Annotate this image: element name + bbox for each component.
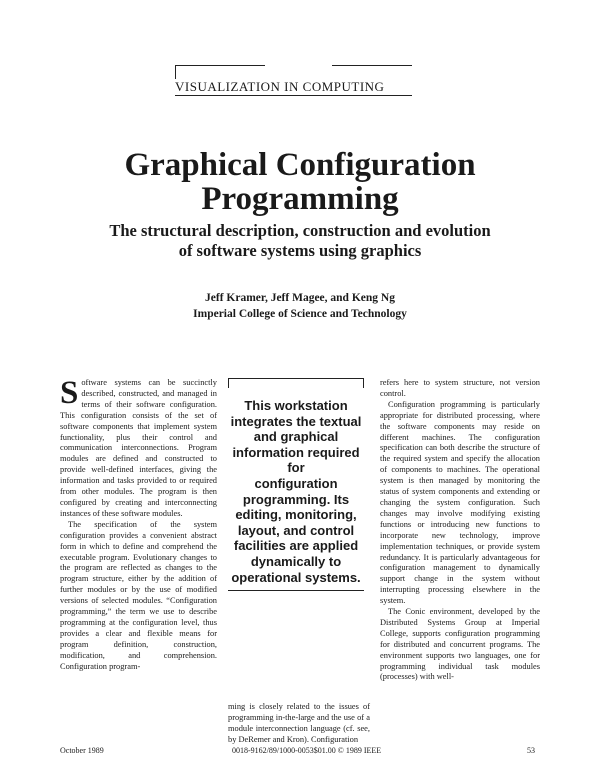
paragraph: The Conic environment, developed by the Distributed Systems Group at Imperial College, supports configuration programming for distributed and concurrent programs. The environment supports two languages, one for programming individual task modules (processes) with well- <box>380 607 540 682</box>
header-rule-vertical <box>175 65 176 79</box>
pullquote-rule-top <box>228 378 364 379</box>
authors: Jeff Kramer, Jeff Magee, and Keng Ng <box>205 292 395 304</box>
paragraph: Configuration programming is particularly appropriate for distributed processing, where the software components may reside on different machines. The configuration specification can both describe the structure of the required system and specify the allocation of components to machines. The operational system is then managed by monitoring the status of system components and extending or changing the system configuration. Such changes may involve modifying existing functions or introducing new functions to incorporate new technology, improve implementation techniques, or provide system redundancy. It is particularly advantageous for configuration management to dynamically support change in the system without interrupting processing elsewhere in the system. <box>380 399 540 606</box>
pullquote-rule-bottom <box>228 590 364 591</box>
title-line-2: Programming <box>201 181 399 217</box>
footer-code: 0018-9162/89/1000-0053$01.00 © 1989 IEEE <box>232 746 382 755</box>
subtitle-line-2: of software systems using graphics <box>178 241 422 260</box>
body-column-2 <box>228 702 370 744</box>
section-title: VISUALIZATION IN COMPUTING <box>175 79 385 94</box>
header-rule-top-right <box>332 65 412 66</box>
pullquote-rule-left <box>228 378 229 388</box>
pullquote-rule-right <box>363 378 364 388</box>
title-line-1: Graphical Configuration <box>124 147 476 183</box>
subtitle-line-1: The structural description, construction and evolution <box>109 221 491 240</box>
article-subtitle <box>60 221 540 261</box>
drop-cap: S <box>60 375 79 411</box>
header-rule-bottom <box>175 95 412 96</box>
paragraph: Software systems can be succinctly described, constructed, and managed in terms of their software configuration. This configuration consists of the set of software components that implement system functionality, plus their control and communication interconnections. Program modules are defined and constructed to provide well-defined interfaces, giving the information and tasks provided to or required from other modules. The program is then configured by creating and interconnecting instances of these software modules. <box>60 375 217 518</box>
paragraph: The specification of the system configuration provides a convenient abstract form in which to define and comprehend the executable program. Evolutionary changes to the program are reflected as changes to the program structure, either by the addition of further modules or by the use of modified versions of selected modules. “Configuration programming,” the term we use to describe programming at the configuration level, thus provides a clear and flexible means for program definition, construction, modification, and comprehension. Configuration program- <box>60 519 217 671</box>
pullquote: This workstation integrates the textual and graphical information required for configuration programming. Its editing, monitoring, layout, and control facilities are applied dynamically to operational systems. <box>230 398 362 585</box>
header-rule-top-left <box>175 65 265 66</box>
body-column-1 <box>60 375 217 736</box>
article-title <box>60 148 540 216</box>
byline <box>60 290 540 322</box>
body-column-3 <box>380 378 540 736</box>
paragraph: refers here to system structure, not version control. <box>380 378 540 398</box>
affiliation: Imperial College of Science and Technology <box>193 308 407 320</box>
page-number: 53 <box>527 746 535 755</box>
footer-date: October 1989 <box>60 746 104 755</box>
paragraph: ming is closely related to the issues of programming in-the-large and the use of a module interconnection language (cf. see, by DeRemer and Kron). Configuration <box>228 702 370 744</box>
